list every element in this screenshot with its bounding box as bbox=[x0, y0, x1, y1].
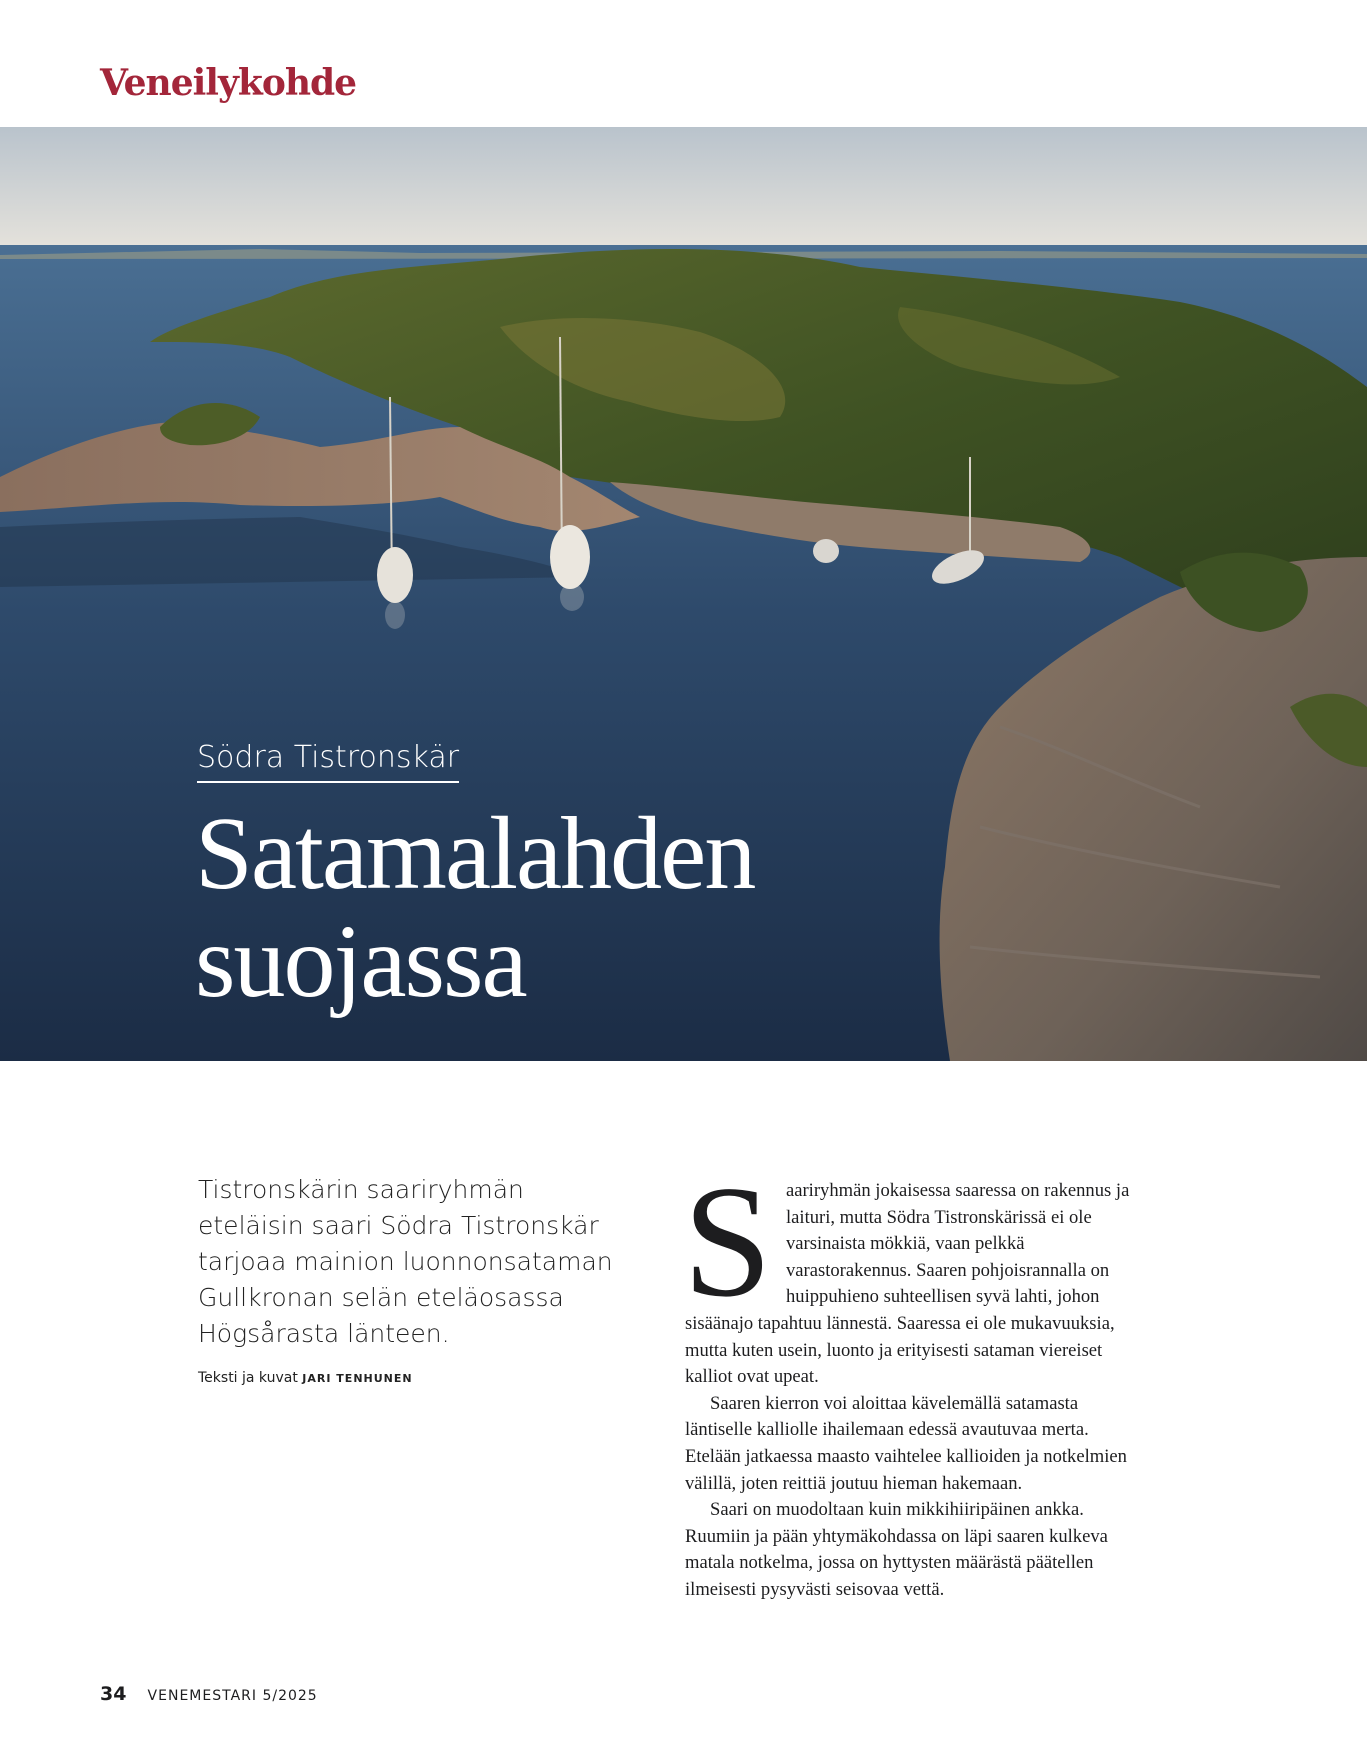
body-paragraph-3: Saari on muodoltaan kuin mikkihiiripäinen ankka. Ruumiin ja pään yhtymäkohdassa on läpi saaren kulkeva matala notkelma, jossa on hyttysten määrästä päätellen ilmeisesti pysyvästi seisovaa vettä. bbox=[685, 1499, 1108, 1600]
headline-line-1: Satamalahden bbox=[195, 796, 755, 911]
body-paragraph-1 bbox=[683, 1152, 1145, 1391]
story-headline bbox=[195, 796, 1095, 1019]
byline bbox=[198, 1370, 413, 1386]
section-label: Veneilykohde bbox=[100, 62, 357, 104]
body-paragraph-1-text: aariryhmän jokaisessa saaressa on rakennus ja laituri, mutta Södra Tistronskärissä ei ole varsinaista mökkiä, vaan pelkkä varastorakennus. Saaren pohjoisrannalla on huippuhieno suhteellisen syvä lahti, johon sisäänajo tapahtuu lännestä. Saaressa ei ole mukavuuksia, mutta kuten usein, luonto ja erityisesti sataman viereiset kalliot ovat upeat. bbox=[685, 1180, 1130, 1388]
lead-paragraph: Tistronskärin saariryhmän eteläisin saari Södra Tistronskär tarjoaa mainion luonnonsataman Gullkronan selän eteläosassa Högsårasta länteen. bbox=[198, 1175, 613, 1348]
motorboat bbox=[813, 539, 839, 563]
byline-author: JARI TENHUNEN bbox=[302, 1372, 413, 1385]
body-paragraph-2: Saaren kierron voi aloittaa kävelemällä satamasta läntiselle kalliolle ihailemaan edessä avautuvaa merta. Etelään jatkaessa maasto vaihtelee kallioiden ja notkelmien välillä, joten reittiä joutuu hieman hakemaan. bbox=[685, 1392, 1127, 1494]
page-number: 34 bbox=[100, 1683, 127, 1705]
article-body bbox=[683, 1152, 1145, 1604]
drop-cap: S bbox=[683, 1152, 772, 1330]
page-footer bbox=[100, 1683, 318, 1705]
magazine-issue: VENEMESTARI 5/2025 bbox=[147, 1688, 318, 1704]
headline-line-2: suojassa bbox=[195, 904, 526, 1019]
byline-prefix: Teksti ja kuvat bbox=[198, 1370, 298, 1386]
story-kicker: Södra Tistronskär bbox=[197, 740, 459, 783]
